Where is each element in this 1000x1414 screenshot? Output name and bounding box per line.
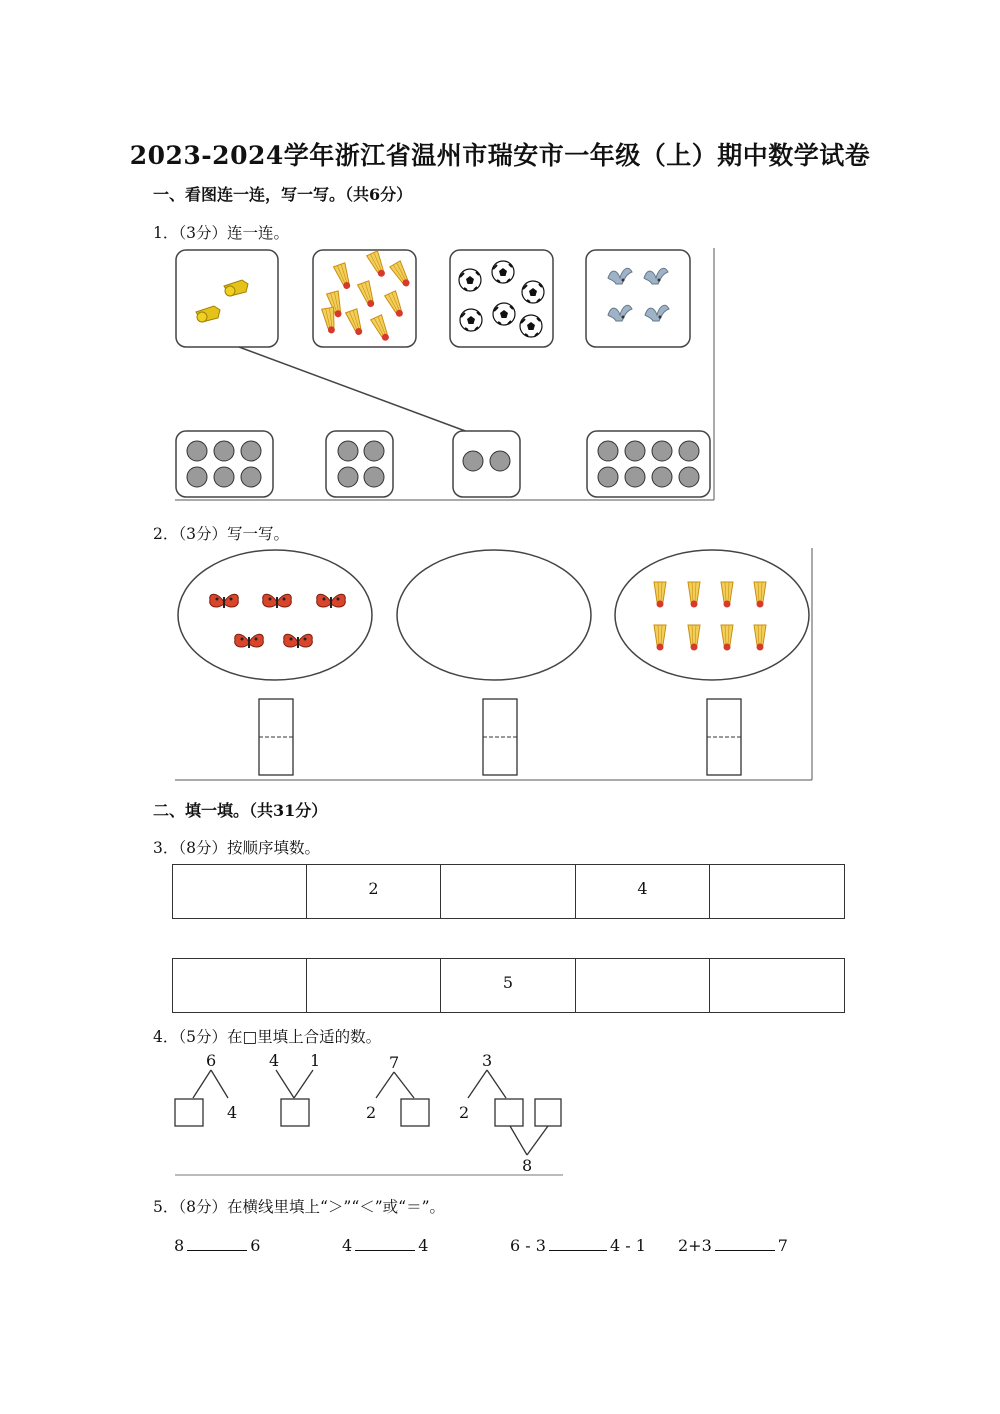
number-tree-1 [175, 1070, 228, 1126]
blank-box[interactable] [495, 1099, 523, 1126]
tree-1-right: 4 [227, 1103, 238, 1122]
answer-blank[interactable] [715, 1236, 775, 1251]
ellipse-empty [397, 550, 591, 680]
sequence-cell[interactable] [575, 958, 710, 1013]
tree-3-top: 7 [389, 1053, 400, 1072]
section-1-heading: 一、看图连一连，写一写。（共6分） [153, 185, 413, 204]
question-4-label: 4．（5分）在□里填上合适的数。 [153, 1028, 382, 1046]
tree-4-top: 3 [482, 1051, 493, 1070]
tree-3-left: 2 [366, 1103, 377, 1122]
sequence-cell[interactable] [172, 864, 307, 919]
tree-2-top-left: 4 [269, 1051, 280, 1070]
question-3-label: 3．（8分）按顺序填数。 [153, 839, 320, 857]
tree-1-top: 6 [206, 1051, 217, 1070]
tree-2-top-right: 1 [310, 1051, 321, 1070]
sequence-cell[interactable] [709, 958, 845, 1013]
answer-blank[interactable] [187, 1236, 247, 1251]
dot-card-6[interactable] [176, 431, 273, 497]
answer-blank[interactable] [355, 1236, 415, 1251]
question-1-label: 1．（3分）连一连。 [153, 224, 289, 242]
blank-box[interactable] [401, 1099, 429, 1126]
comparison-2: 4 4 [342, 1236, 429, 1255]
number-tree-4 [468, 1070, 561, 1155]
answer-box-2[interactable] [483, 699, 517, 775]
sequence-cell[interactable] [440, 864, 576, 919]
comparison-4: 2+3 7 [678, 1236, 788, 1255]
ellipse-shuttlecocks [615, 550, 809, 680]
question-2-label: 2．（3分）写一写。 [153, 525, 289, 543]
sequence-cell: 5 [440, 958, 576, 1013]
sequence-cell[interactable] [172, 958, 307, 1013]
picture-box-birds[interactable] [586, 250, 690, 347]
blank-box[interactable] [281, 1099, 309, 1126]
dot-card-2[interactable] [453, 431, 520, 497]
section-2-heading: 二、填一填。（共31分） [153, 801, 328, 820]
connection-line [239, 347, 468, 432]
number-tree-3 [376, 1072, 429, 1126]
picture-box-whistles[interactable] [176, 250, 278, 347]
blank-box[interactable] [535, 1099, 561, 1126]
tree-4-bottom: 8 [522, 1156, 533, 1175]
blank-box[interactable] [175, 1099, 203, 1126]
page-title: 2023-2024学年浙江省温州市瑞安市一年级（上）期中数学试卷 [129, 141, 871, 170]
question-5-label: 5．（8分）在横线里填上“＞”“＜”或“＝”。 [153, 1198, 446, 1216]
sequence-cell[interactable] [306, 958, 441, 1013]
comparison-1: 8 6 [174, 1236, 261, 1255]
answer-box-1[interactable] [259, 699, 293, 775]
sequence-cell[interactable] [709, 864, 845, 919]
answer-box-3[interactable] [707, 699, 741, 775]
ellipse-butterflies [178, 550, 372, 680]
sequence-cell: 2 [306, 864, 441, 919]
sequence-cell: 4 [575, 864, 710, 919]
comparison-3: 6 - 3 4 - 1 [510, 1236, 646, 1255]
number-tree-2 [276, 1070, 313, 1126]
dot-card-8[interactable] [587, 431, 710, 497]
answer-blank[interactable] [549, 1236, 607, 1251]
dot-card-4[interactable] [326, 431, 393, 497]
tree-4-left: 2 [459, 1103, 470, 1122]
